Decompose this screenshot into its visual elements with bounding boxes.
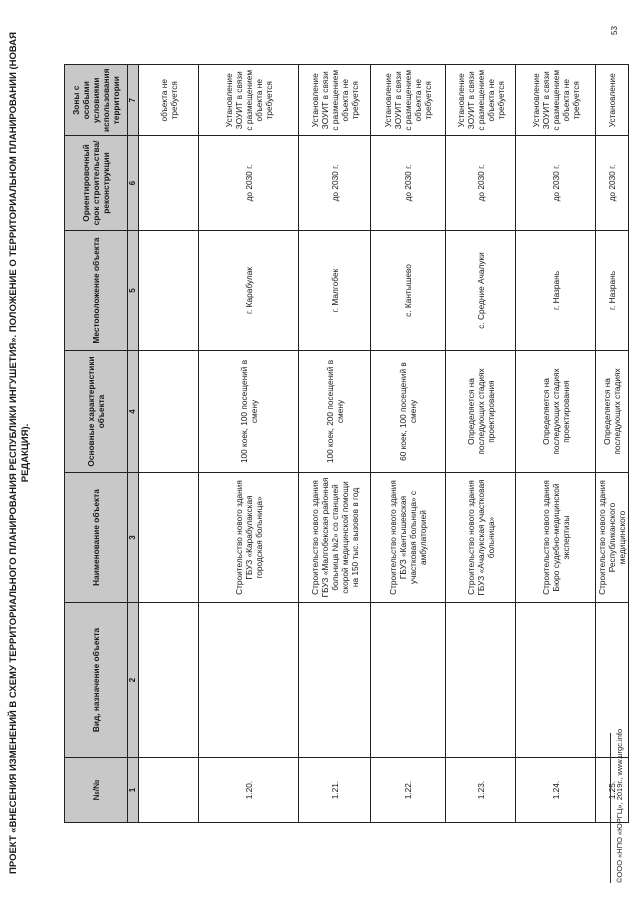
column-number: 5 bbox=[128, 231, 139, 351]
page-number: 53 bbox=[610, 26, 619, 35]
header-term: Ориентировочный срок строительства/ реконструкции bbox=[65, 136, 128, 231]
cell-type bbox=[139, 603, 199, 758]
cell-type bbox=[371, 603, 446, 758]
cell-num: 1.22. bbox=[371, 758, 446, 823]
header-zones: Зоны с особыми условиями использования территории bbox=[65, 65, 128, 136]
cell-characteristics: 60 коек, 100 посещений в смену bbox=[371, 351, 446, 473]
cell-characteristics bbox=[139, 351, 199, 473]
table-row bbox=[596, 65, 629, 823]
table-row-continued bbox=[139, 65, 199, 823]
document-title: ПРОЕКТ «ВНЕСЕНИЯ ИЗМЕНЕНИЙ В СХЕМУ ТЕРРИТОРИАЛЬНОГО ПЛАНИРОВАНИЯ РЕСПУБЛИКИ ИНГУШЕТИЯ». ПОЛОЖЕНИЕ О ТЕРРИТОРИАЛЬНОМ ПЛАНИРОВАНИИ (НОВАЯ РЕДАКЦИЯ). bbox=[8, 32, 31, 874]
cell-type bbox=[516, 603, 596, 758]
cell-name: Строительство нового здания ГБУЗ «Ачалукская участковая больница» bbox=[446, 473, 516, 603]
column-number: 6 bbox=[128, 136, 139, 231]
cell-name bbox=[139, 473, 199, 603]
column-number: 2 bbox=[128, 603, 139, 758]
cell-characteristics: Определяется на последующих стадиях проектирования bbox=[446, 351, 516, 473]
cell-characteristics: 100 коек, 100 посещений в смену bbox=[199, 351, 299, 473]
cell-term bbox=[139, 136, 199, 231]
cell-zones: Установление ЗОУИТ в связи с размещением объекта не требуется bbox=[446, 65, 516, 136]
cell-term: до 2030 г. bbox=[516, 136, 596, 231]
table-row bbox=[299, 65, 371, 823]
cell-num bbox=[139, 758, 199, 823]
cell-characteristics: Определяется на последующих стадиях bbox=[596, 351, 629, 473]
cell-num: 1.25. bbox=[596, 758, 629, 823]
cell-num: 1.21. bbox=[299, 758, 371, 823]
column-number: 7 bbox=[128, 65, 139, 136]
cell-name: Строительство нового здания ГБУЗ «Карабулакская городская больница» bbox=[199, 473, 299, 603]
header-num: №/№ bbox=[65, 758, 128, 823]
cell-term: до 2030 г. bbox=[371, 136, 446, 231]
cell-type bbox=[199, 603, 299, 758]
cell-zones: Установление ЗОУИТ в связи с размещением объекта не требуется bbox=[299, 65, 371, 136]
table-row bbox=[371, 65, 446, 823]
cell-location: г. Назрань bbox=[596, 231, 629, 351]
cell-term: до 2030 г. bbox=[199, 136, 299, 231]
table-header-row bbox=[65, 65, 128, 823]
cell-type bbox=[446, 603, 516, 758]
header-type: Вид, назначение объекта bbox=[65, 603, 128, 758]
cell-characteristics: 100 коек, 200 посещений в смену bbox=[299, 351, 371, 473]
cell-term: до 2030 г. bbox=[299, 136, 371, 231]
objects-table bbox=[64, 65, 629, 824]
cell-zones: Установление bbox=[596, 65, 629, 136]
cell-zones: объекта не требуется bbox=[139, 65, 199, 136]
cell-num: 1.23. bbox=[446, 758, 516, 823]
cell-location: г. Назрань bbox=[516, 231, 596, 351]
cell-num: 1.20. bbox=[199, 758, 299, 823]
cell-name: Строительство нового здания Республиканского медицинского bbox=[596, 473, 629, 603]
cell-characteristics: Определяется на последующих стадиях проектирования bbox=[516, 351, 596, 473]
cell-location: г. Малгобек bbox=[299, 231, 371, 351]
cell-zones: Установление ЗОУИТ в связи с размещением объекта не требуется bbox=[516, 65, 596, 136]
cell-location bbox=[139, 231, 199, 351]
column-number: 4 bbox=[128, 351, 139, 473]
cell-name: Строительство нового здания ГБУЗ «Малгобекская районная больница №2» со станцией скорой медицинской помощи на 150 тыс. вызовов в год bbox=[299, 473, 371, 603]
cell-num: 1.24. bbox=[516, 758, 596, 823]
cell-name: Строительство нового здания ГБУЗ «Кантышевская участковая больница» с амбулаторией bbox=[371, 473, 446, 603]
header-location: Местоположение объекта bbox=[65, 231, 128, 351]
cell-zones: Установление ЗОУИТ в связи с размещением объекта не требуется bbox=[371, 65, 446, 136]
cell-term: до 2030 г. bbox=[596, 136, 629, 231]
footer-divider bbox=[610, 733, 611, 883]
table-row bbox=[516, 65, 596, 823]
cell-location: с. Средние Ачалуки bbox=[446, 231, 516, 351]
column-number-row bbox=[128, 65, 139, 823]
table-row bbox=[446, 65, 516, 823]
cell-name: Строительство нового здания Бюро судебно-медицинской экспертизы bbox=[516, 473, 596, 603]
column-number: 1 bbox=[128, 758, 139, 823]
cell-location: с. Кантышево bbox=[371, 231, 446, 351]
cell-zones: Установление ЗОУИТ в связи с размещением объекта не требуется bbox=[199, 65, 299, 136]
cell-type bbox=[299, 603, 371, 758]
header-name: Наименование объекта bbox=[65, 473, 128, 603]
cell-location: г. Карабулак bbox=[199, 231, 299, 351]
column-number: 3 bbox=[128, 473, 139, 603]
footer-copyright: ©ООО «НПО «ЮРГЦ», 2019г., www.urgc.info bbox=[615, 728, 624, 883]
header-characteristics: Основные характеристики объекта bbox=[65, 351, 128, 473]
table-row bbox=[199, 65, 299, 823]
cell-term: до 2030 г. bbox=[446, 136, 516, 231]
